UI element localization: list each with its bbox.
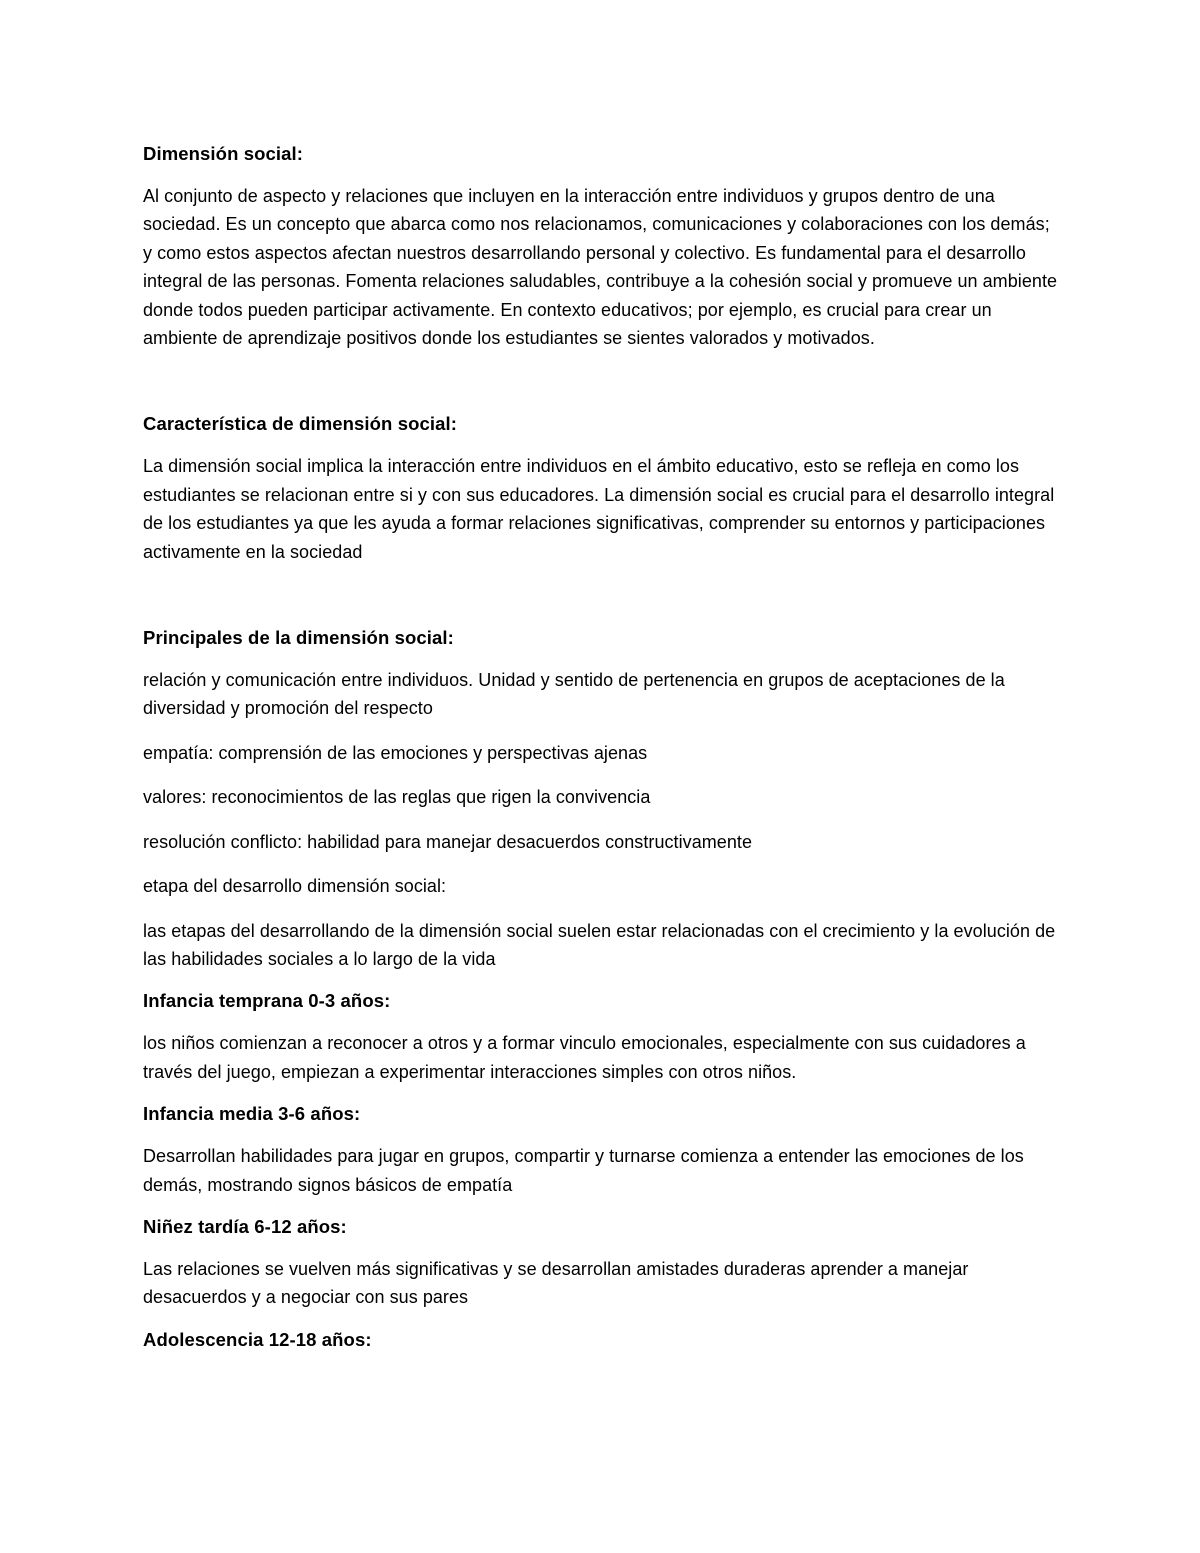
paragraph-principales-valores: valores: reconocimientos de las reglas que rigen la convivencia [143,787,651,808]
paragraph-ninez-tardia: Las relaciones se vuelven más significativas y se desarrollan amistades duraderas aprender a manejar desacuerdos y a negociar con sus pares [143,1258,969,1308]
heading-infancia-media: Infancia media 3-6 años: [143,1103,361,1125]
heading-dimension-social: Dimensión social: [143,143,304,164]
heading-principales: Principales de la dimensión social: [143,627,454,649]
paragraph-principales-empatia: empatía: comprensión de las emociones y perspectivas ajenas [143,742,648,763]
paragraph-infancia-media: Desarrollan habilidades para jugar en grupos, compartir y turnarse comienza a entender las emociones de los demás, mostrando signos básicos de empatía [143,1146,1024,1195]
heading-ninez-tardia: Niñez tardía 6-12 años: [143,1215,347,1237]
paragraph-caracteristica: La dimensión social implica la interacción entre individuos en el ámbito educativo, esto se refleja en como los estudiantes se relacionan entre si y con sus educadores. La dimensión social es crucial para el desarrollo integral de los estudiantes ya que les ayuda a formar relaciones significativas, comprender su entornos y participaciones activamente en la sociedad [143,456,1055,562]
heading-infancia-temprana: Infancia temprana 0-3 años: [143,990,391,1012]
paragraph-dimension-social: Al conjunto de aspecto y relaciones que incluyen en la interacción entre individuos y grupos dentro de una sociedad. Es un concepto que abarca como nos relacionamos, comunicaciones y colaboraciones con los demás; y como estos aspectos afectan nuestros desarrollando personal y colectivo. Es fundamental para el desarrollo integral de las personas. Fomenta relaciones saludables, contribuye a la cohesión social y promueve un ambiente donde todos pueden participar activamente. En contexto educativos; por ejemplo, es crucial para crear un ambiente de aprendizaje positivos donde los estudiantes se sientes valorados y motivados. [143,186,1058,349]
document-page [143,140,1058,1368]
paragraph-principales-etapas: las etapas del desarrollando de la dimensión social suelen estar relacionadas con el crecimiento y la evolución de las habilidades sociales a lo largo de la vida [143,920,1056,969]
paragraph-principales-resolucion: resolución conflicto: habilidad para manejar desacuerdos constructivamente [143,831,753,852]
paragraph-principales-relacion: relación y comunicación entre individuos. Unidad y sentido de pertenencia en grupos de aceptaciones de la diversidad y promoción del respecto [143,670,1005,719]
paragraph-infancia-temprana: los niños comienzan a reconocer a otros y a formar vinculo emocionales, especialmente con sus cuidadores a través del juego, empiezan a experimentar interacciones simples con otros niños. [143,1033,1026,1082]
heading-adolescencia: Adolescencia 12-18 años: [143,1328,372,1350]
heading-caracteristica: Característica de dimensión social: [143,413,458,435]
paragraph-principales-etapa: etapa del desarrollo dimensión social: [143,876,447,897]
